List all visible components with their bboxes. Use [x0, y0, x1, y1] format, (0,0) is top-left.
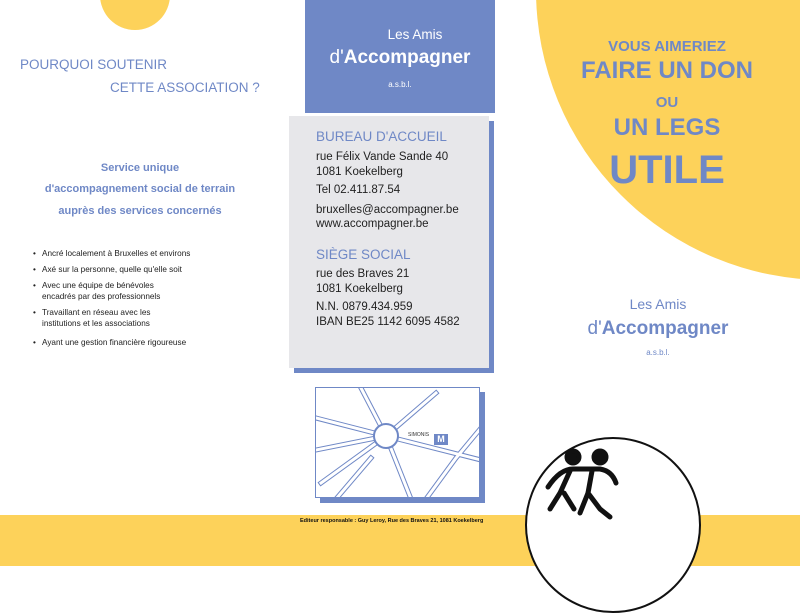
logo-asbl: a.s.b.l.	[388, 80, 412, 89]
logo-name: d'Accompagner	[329, 47, 471, 68]
right-line3: OU	[655, 94, 679, 111]
bullet-item: • Ayant une gestion financière rigoureuse	[33, 337, 263, 348]
info-box	[289, 116, 489, 368]
right-line1: VOUS AIMERIEZ	[608, 38, 726, 55]
bullet-item: • Travaillant en réseau avec les institutions et les associations	[33, 307, 263, 329]
siege-street: rue des Braves 21	[316, 268, 410, 280]
service-line2: d'accompagnement social de terrain	[44, 183, 236, 195]
bureau-street: rue Félix Vande Sande 40	[316, 151, 449, 163]
siege-city: 1081 Koekelberg	[316, 283, 403, 295]
bullet-item: • Ancré localement à Bruxelles et environs	[33, 248, 263, 259]
iban: IBAN BE25 1142 6095 4582	[316, 316, 460, 328]
logo-box	[305, 0, 495, 113]
siege-title: SIÈGE SOCIAL	[316, 247, 411, 262]
left-title-line2: CETTE ASSOCIATION ?	[110, 80, 260, 95]
right-line2: FAIRE UN DON	[580, 57, 753, 84]
logo-line1: Les Amis	[387, 27, 443, 42]
right-line4: UN LEGS	[613, 114, 721, 141]
service-line1: Service unique	[100, 162, 180, 174]
street-map[interactable]	[315, 387, 480, 498]
logo2-line1: Les Amis	[629, 296, 687, 312]
editor-line: Editeur responsable : Guy Leroy, Rue des Braves 21, 1081 Koekelberg	[300, 518, 484, 524]
map-streets	[316, 388, 480, 498]
email-link[interactable]: bruxelles@accompagner.be	[316, 204, 459, 216]
logo2-name: d'Accompagner	[587, 318, 729, 339]
metro-icon: M	[434, 434, 448, 445]
bureau-city: 1081 Koekelberg	[316, 166, 403, 178]
service-line3: auprès des services concernés	[58, 205, 222, 217]
right-line5: UTILE	[609, 148, 725, 192]
left-title-line1: POURQUOI SOUTENIR	[20, 57, 168, 72]
map-label: SIMONIS	[408, 432, 430, 438]
bullet-item: • Axé sur la personne, quelle qu'elle soit	[33, 264, 263, 275]
website-link[interactable]: www.accompagner.be	[316, 218, 429, 230]
bureau-title: BUREAU D'ACCUEIL	[316, 129, 447, 144]
bullet-item: • Avec une équipe de bénévoles encadrés par des professionnels	[33, 280, 263, 302]
nn-number: N.N. 0879.434.959	[316, 301, 413, 313]
logo2-asbl: a.s.b.l.	[646, 348, 670, 357]
decorative-circle-top-left	[100, 0, 170, 30]
figures-logo-icon	[540, 445, 630, 525]
phone: Tel 02.411.87.54	[316, 184, 401, 196]
